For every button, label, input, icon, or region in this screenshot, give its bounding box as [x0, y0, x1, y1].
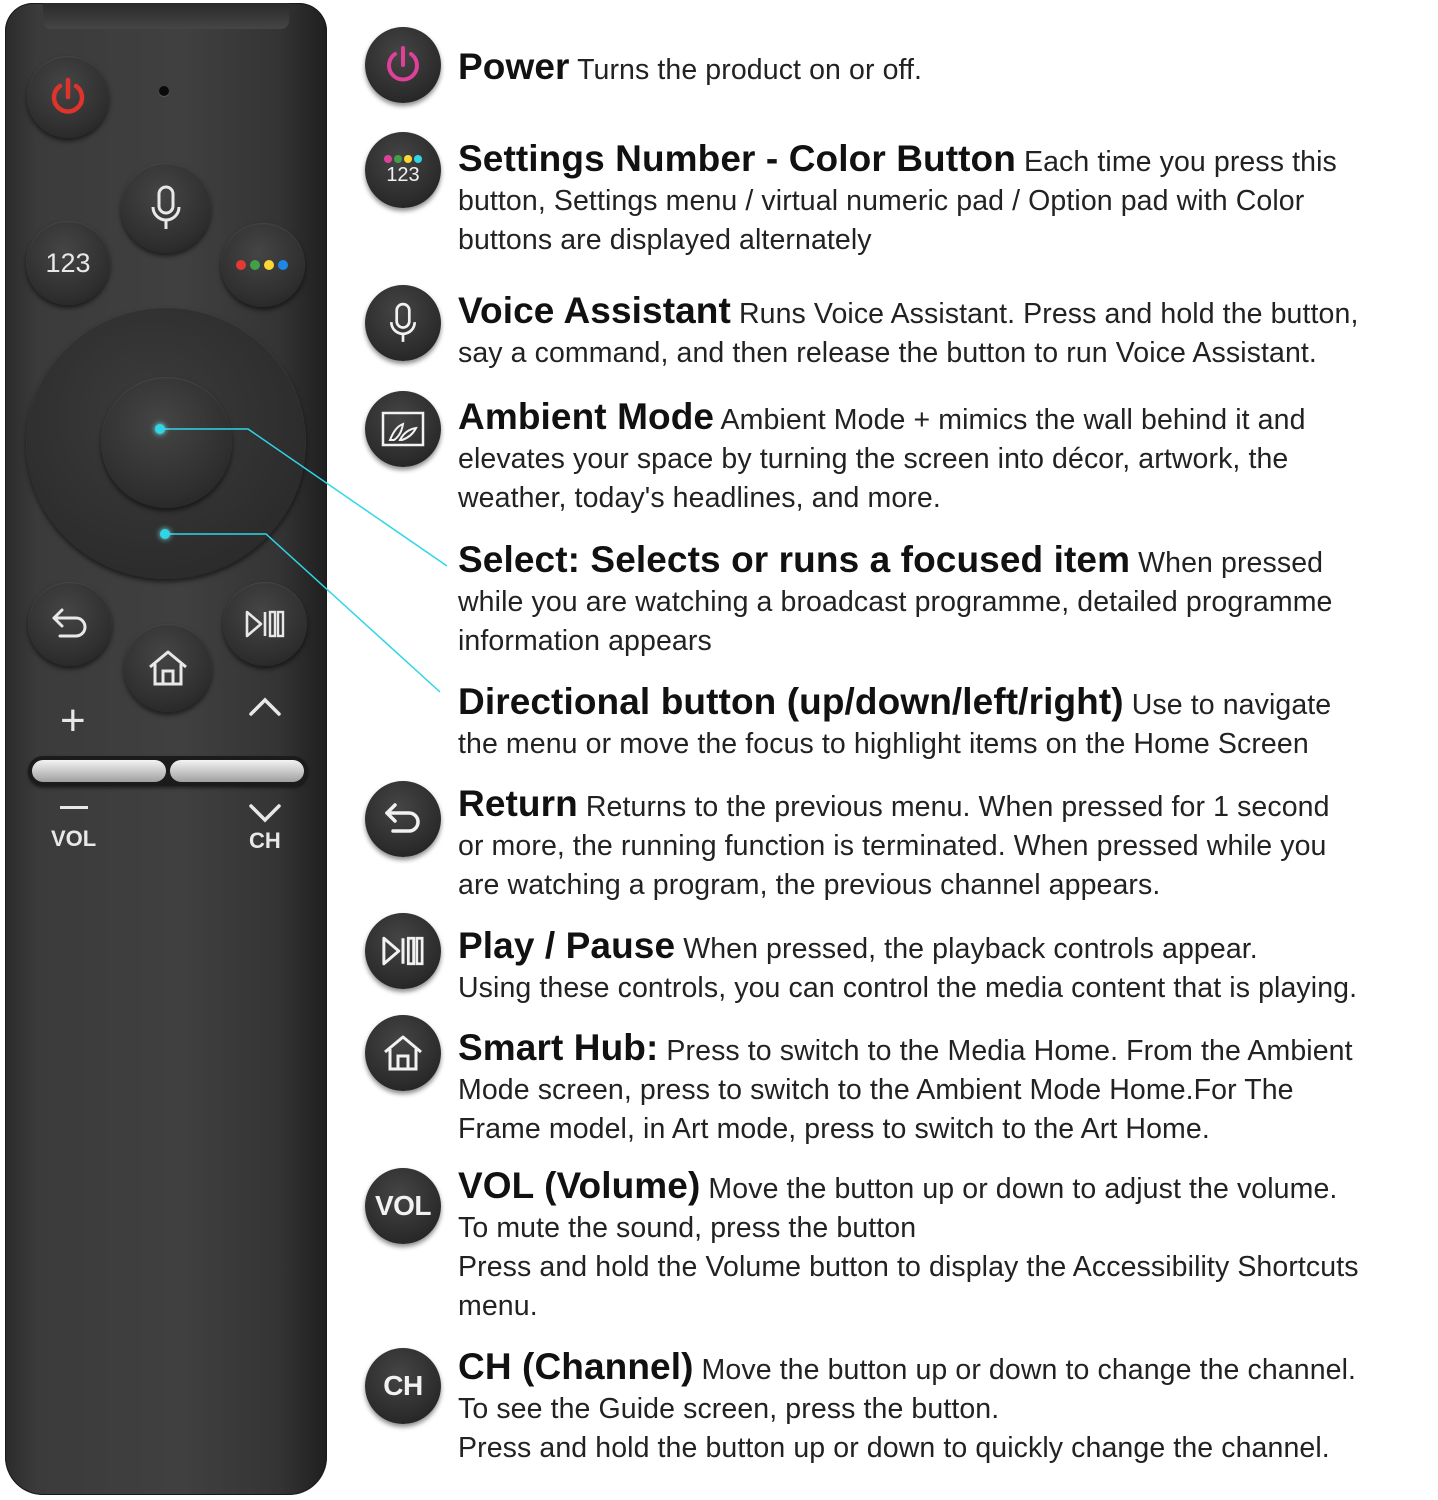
feature-title: Ambient Mode [458, 396, 715, 437]
feature-return-icon [365, 781, 441, 857]
home-icon [381, 1032, 425, 1074]
directional-callout-dot [160, 529, 170, 539]
feature-description: Turns the product on or off. [577, 54, 923, 86]
feature-ch-icon [365, 1348, 441, 1424]
vol-label: VOL [51, 826, 97, 851]
feature-directional: Directional button (up/down/left/right) Use to navigate the menu or move the focus to highlight items on the Home Screen [458, 681, 1332, 760]
feature-voice-icon [365, 285, 441, 361]
feature-title: Directional button (up/down/left/right) [458, 681, 1124, 722]
feature-home-icon [365, 1015, 441, 1091]
feature-title: Return [458, 783, 578, 824]
feature-ambient-icon [365, 391, 441, 467]
icon-123-label: 123 [386, 164, 420, 186]
power-icon [381, 43, 425, 87]
feature-title: Voice Assistant [458, 290, 731, 331]
volume-up-label: + [60, 696, 86, 745]
return-icon [381, 799, 425, 839]
feature-power-icon [365, 27, 441, 103]
feature-play-pause-icon [365, 913, 441, 989]
vol-icon-label: VOL [374, 1190, 432, 1221]
ambient-mode-icon [380, 410, 426, 448]
feature-settings-color: Settings Number - Color Button Each time you press this button, Settings menu / virtual numeric pad / Option pad with Color buttons are displayed alternately [458, 138, 1337, 256]
feature-title: Settings Number - Color Button [458, 138, 1016, 179]
feature-title: Play / Pause [458, 925, 676, 966]
select-callout-dot [155, 424, 165, 434]
play-pause-icon [379, 934, 427, 968]
microphone-icon [385, 300, 421, 346]
feature-power [458, 47, 1438, 90]
feature-smart-hub: Smart Hub: Press to switch to the Media Home. From the Ambient Mode screen, press to switch to the Ambient Mode Home.For The Frame model, in Art mode, press to switch to the Art Home. [458, 1027, 1353, 1145]
ch-icon-label: CH [383, 1370, 423, 1401]
feature-title: Smart Hub: [458, 1027, 659, 1068]
remote-123-label: 123 [45, 247, 91, 278]
feature-voice: Voice Assistant Runs Voice Assistant. Press and hold the button, say a command, and then release the button to run Voice Assistant. [458, 290, 1359, 369]
feature-channel: CH (Channel) Move the button up or down to change the channel. To see the Guide screen, press the button. Press and hold the button up or down to quickly change the channel. [458, 1346, 1357, 1464]
feature-ambient: Ambient Mode Ambient Mode + mimics the wall behind it and elevates your space by turning the screen into décor, artwork, the weather, today's headlines, and more. [458, 396, 1306, 514]
feature-select: Select: Selects or runs a focused item When pressed while you are watching a broadcast programme, detailed programme information appears [458, 539, 1333, 657]
feature-return: Return Returns to the previous menu. When pressed for 1 second or more, the running function is terminated. When pressed while you are watching a program, the previous channel appears. [458, 783, 1330, 901]
feature-title: Select: Selects or runs a focused item [458, 539, 1131, 580]
feature-title: VOL (Volume) [458, 1165, 701, 1206]
feature-vol-icon [365, 1168, 441, 1244]
color-dots-icon [383, 154, 423, 164]
feature-volume: VOL (Volume) Move the button up or down to adjust the volume. To mute the sound, press the button Press and hold the Volume button to display the Accessibility Shortcuts menu. [458, 1165, 1359, 1322]
feature-play-pause: Play / Pause When pressed, the playback controls appear. Using these controls, you can control the media content that is playing. [458, 925, 1358, 1004]
feature-color-number-icon [365, 132, 441, 208]
ch-label: CH [249, 828, 281, 853]
feature-title: CH (Channel) [458, 1346, 694, 1387]
feature-title: Power [458, 46, 570, 87]
